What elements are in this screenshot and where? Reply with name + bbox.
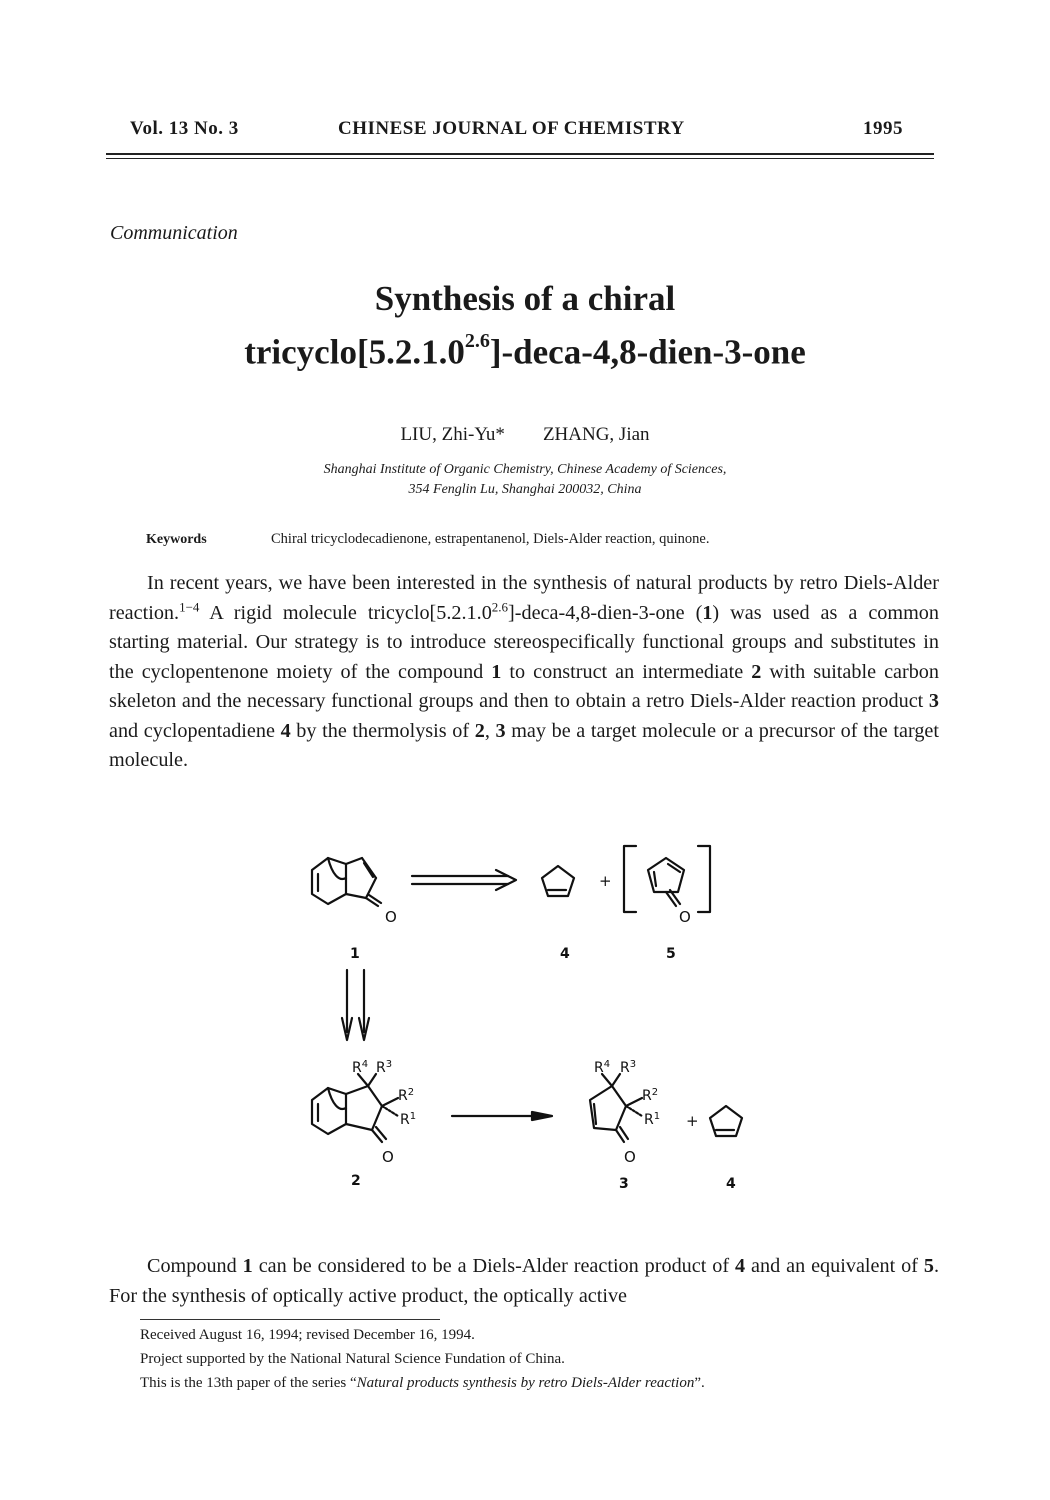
cyclopentadiene-4b-structure xyxy=(710,1106,742,1136)
compound-label: 2 xyxy=(351,1173,361,1189)
substituent-r4: $R^4$ xyxy=(594,1059,611,1076)
atom-oxygen: O xyxy=(382,1148,394,1166)
title-line-1: Synthesis of a chiral xyxy=(374,279,676,318)
year: 1995 xyxy=(863,118,903,139)
section-label: Communication xyxy=(110,222,238,244)
reaction-arrow-right xyxy=(452,1112,552,1120)
body-paragraph-1: In recent years, we have been interested in the synthesis of natural products by retro Diels-Alder reaction.$^{1-4}$ A rigid molecule $tricyclo[5.2.1.0^{2.6}]-deca-4,8-dien-3$-one (1) was used as a common starting material. Our strategy is to introduce stereospecifically functional groups and substitutes in the cyclopentenone moiety of the compound 1 to construct an intermediate 2 with suitable carbon skeleton and the necessary functional groups and then to obtain a retro Diels-Alder reaction product 3 and cyclopentadiene 4 by the thermolysis of 2, 3 may be a target molecule or a precursor of the target molecule. xyxy=(109,572,939,771)
footnote-rule xyxy=(140,1319,440,1320)
bracket-right xyxy=(698,846,710,912)
compound-label: 1 xyxy=(350,946,360,962)
substituent-r3: $R^3$ xyxy=(376,1059,393,1076)
plus-sign: + xyxy=(599,872,612,890)
atom-oxygen: O xyxy=(624,1148,636,1166)
affiliation-line-1: Shanghai Institute of Organic Chemistry, Chinese Academy of Sciences, xyxy=(323,462,727,477)
author-name: LIU, Zhi-Yu* xyxy=(400,424,505,445)
substituent-r3: $R^3$ xyxy=(620,1059,637,1076)
author-name: ZHANG, Jian xyxy=(542,424,650,445)
substituent-r2: $R^2$ xyxy=(398,1087,415,1104)
substituent-r4: $R^4$ xyxy=(352,1059,369,1076)
substituent-r1: $R^1$ xyxy=(400,1111,417,1128)
compound-1-structure xyxy=(312,858,381,906)
retro-arrow-down xyxy=(342,970,369,1040)
compound-label: 4 xyxy=(560,946,570,962)
keywords-text: Chiral tricyclodecadienone, estrapentanenol, Diels-Alder reaction, quinone. xyxy=(271,531,710,547)
atom-oxygen: O xyxy=(385,908,397,926)
compound-label: 3 xyxy=(619,1176,629,1192)
substituent-r1: $R^1$ xyxy=(644,1111,661,1128)
cyclopentadiene-4-structure xyxy=(542,866,574,896)
footnote-received: Received August 16, 1994; revised December 16, 1994. xyxy=(140,1327,475,1343)
footnote-project: Project supported by the National Natural Science Fundation of China. xyxy=(140,1351,565,1367)
compound-label: 5 xyxy=(666,946,676,962)
compound-label: 4 xyxy=(726,1176,736,1192)
plus-sign: + xyxy=(686,1112,699,1130)
bracket-left xyxy=(624,846,636,912)
cyclopentadienone-5-structure xyxy=(648,858,684,906)
body-paragraph-2: Compound 1 can be considered to be a Diels-Alder reaction product of 4 and an equivalent of 5. For the synthesis of optically active product, the optically active xyxy=(109,1255,939,1307)
retro-arrow-right xyxy=(412,870,516,890)
journal-name: CHINESE JOURNAL OF CHEMISTRY xyxy=(338,118,685,139)
volume-number: Vol. 13 No. 3 xyxy=(130,118,239,139)
title-line-2: $tricyclo[5.2.1.0^{2.6}]-deca-4,8-dien-3$-one xyxy=(244,330,806,372)
atom-oxygen: O xyxy=(679,908,691,926)
keywords-label: Keywords xyxy=(146,532,207,547)
affiliation-line-2: 354 Fenglin Lu, Shanghai 200032, China xyxy=(408,482,642,497)
compound-3-structure xyxy=(590,1074,642,1142)
substituent-r2: $R^2$ xyxy=(642,1087,659,1104)
compound-2-structure xyxy=(312,1074,398,1142)
footnote-series: This is the 13th paper of the series “Natural products synthesis by retro Diels-Alder reaction”. xyxy=(140,1375,705,1391)
